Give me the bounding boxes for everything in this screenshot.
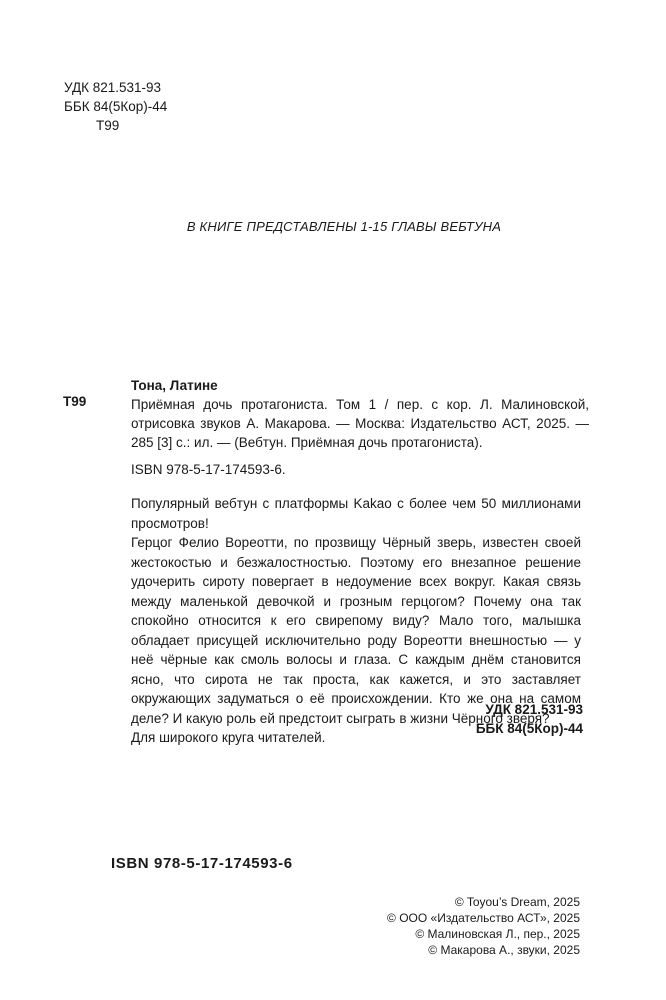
annotation-paragraph: Популярный вебтун с платформы Kakao с более чем 50 миллионами просмотров!: [131, 496, 581, 531]
catalog-author: Тона, Латине: [131, 378, 218, 393]
author-sign: Т99: [96, 118, 120, 133]
footer-classification-codes: [476, 700, 583, 738]
isbn-main: ISBN 978-5-17-174593-6: [111, 855, 293, 872]
catalog-isbn: ISBN 978-5-17-174593-6.: [131, 462, 286, 477]
annotation-audience: Для широкого круга читателей.: [131, 730, 326, 745]
bbk-code: ББК 84(5Кор)-44: [64, 99, 168, 114]
catalog-author-sign: Т99: [63, 394, 87, 409]
copyright-block: [387, 894, 580, 958]
udk-code: УДК 821.531-93: [64, 80, 162, 95]
footer-udk-code: УДК 821.531-93: [485, 702, 583, 717]
copyright-line: © Макарова А., звуки, 2025: [428, 943, 580, 957]
catalog-entry: [131, 376, 589, 452]
catalog-description: Приёмная дочь протагониста. Том 1 / пер. с кор. Л. Малиновской, отрисовка звуков А. Макарова. — Москва: Издательство АСТ, 2025. — 285 [3] с.: ил. — (Вебтун. Приёмная дочь протагониста).: [131, 397, 589, 450]
chapters-notice: В КНИГЕ ПРЕДСТАВЛЕНЫ 1-15 ГЛАВЫ ВЕБТУНА: [186, 219, 502, 234]
annotation-paragraph: Герцог Фелио Вореотти, по прозвищу Чёрный зверь, известен своей жестокостью и безжалостностью. Поэтому его внезапное решение удочерить сироту повергает в недоумение всех вокруг. Какая связь между маленькой девочкой и грозным герцогом? Почему она так спокойно относится к его свирепому виду? Мало того, малышка обладает присущей исключительно роду Вореотти внешностью — у неё чёрные как смоль волосы и глаза. С каждым днём становится ясно, что сирота не так проста, как кажется, и это заставляет окружающих задуматься о её происхождении. Кто же она на самом деле? И какую роль ей предстоит сыграть в жизни Чёрного зверя?: [131, 535, 581, 726]
footer-bbk-code: ББК 84(5Кор)-44: [475, 721, 583, 736]
copyright-line: © ООО «Издательство АСТ», 2025: [387, 911, 580, 925]
copyright-line: © Toyou’s Dream, 2025: [454, 895, 580, 909]
top-classification-codes: [64, 78, 167, 135]
copyright-line: © Малиновская Л., пер., 2025: [415, 927, 580, 941]
